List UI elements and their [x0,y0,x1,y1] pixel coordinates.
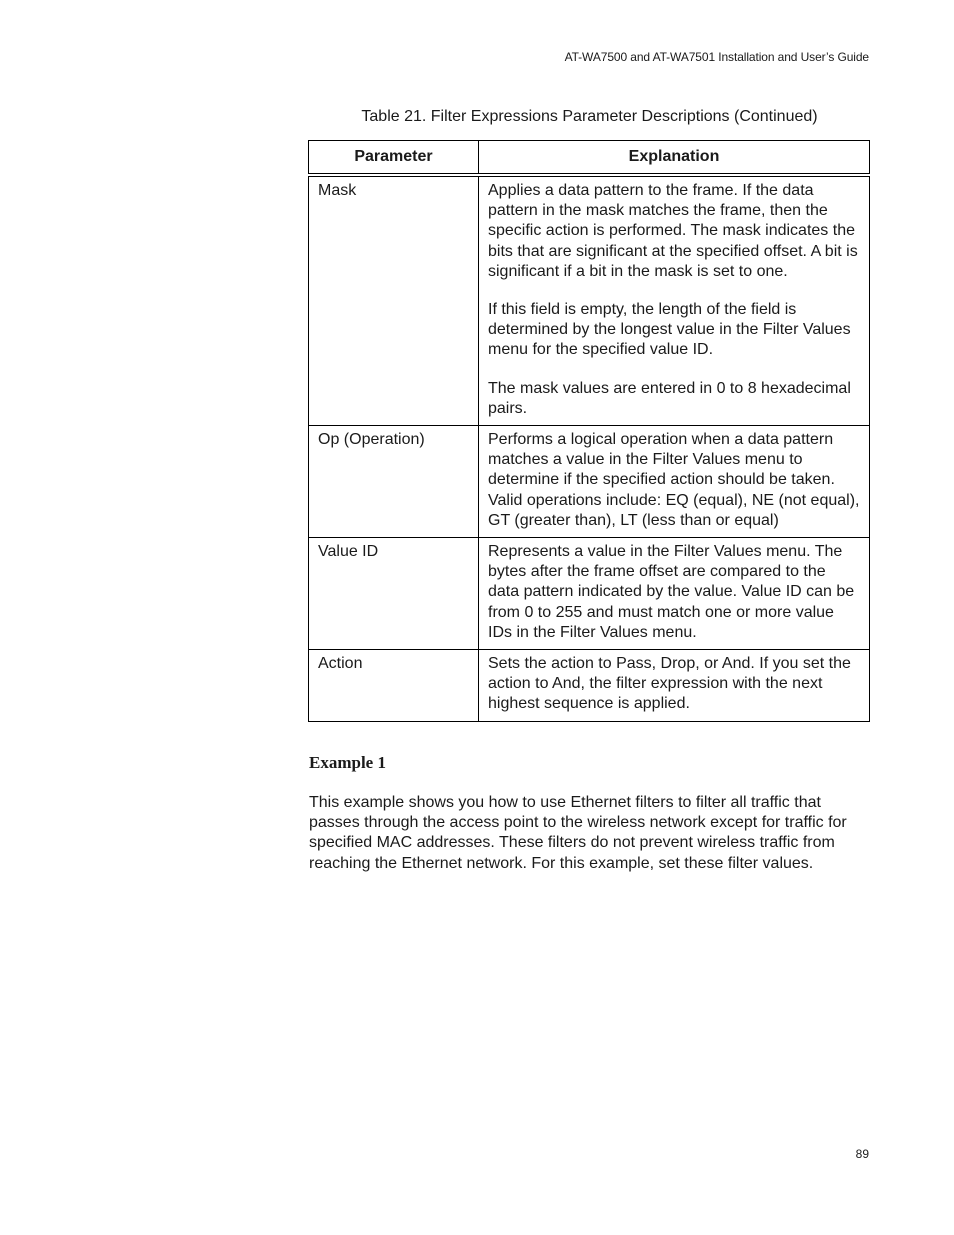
section-heading: Example 1 [309,753,386,772]
column-header-explanation: Explanation [479,141,870,176]
explanation-cell [479,426,870,538]
explanation-paragraph: Applies a data pattern to the frame. If the data pattern in the mask matches the frame, then the specific action is performed. The mask indicates the bits that are significant at the specified offset. A bit is significant if a bit in the mask is set to one. [488,182,858,280]
running-header: AT-WA7500 and AT-WA7501 Installation and User’s Guide [564,50,869,64]
explanation-paragraph: Represents a value in the Filter Values menu. The bytes after the frame offset are compared to the data pattern indicated by the value. Value ID can be from 0 to 255 and must match one or more value IDs in the Filter Values menu. [488,543,855,641]
explanation-cell [479,175,870,426]
table-row-value-id [309,538,870,650]
table-header-row [309,141,870,176]
explanation-cell [479,650,870,722]
explanation-paragraph: Performs a logical operation when a data pattern matches a value in the Filter Values menu to determine if the specified action should be taken. Valid operations include: EQ (equal), NE (not equal), GT (greater than), LT (less than or equal) [488,431,860,529]
explanation-paragraph: If this field is empty, the length of the field is determined by the longest value in the Filter Values menu for the specified value ID. [488,301,851,359]
parameter-cell: Op (Operation) [309,426,479,538]
parameter-cell: Action [309,650,479,722]
explanation-cell [479,538,870,650]
page-number: 89 [855,1147,869,1161]
table-row-op [309,426,870,538]
body-paragraph: This example shows you how to use Ethernet filters to filter all traffic that passes through the access point to the wireless network except for traffic for specified MAC addresses. These filters do not prevent wireless traffic from reaching the Ethernet network. For this example, set these filter values. [309,794,847,872]
table-caption: Table 21. Filter Expressions Parameter Descriptions (Continued) [361,108,818,125]
parameter-cell: Mask [309,175,479,426]
parameter-cell: Value ID [309,538,479,650]
explanation-paragraph: Sets the action to Pass, Drop, or And. If you set the action to And, the filter expression with the next highest sequence is applied. [488,655,851,713]
explanation-paragraph: The mask values are entered in 0 to 8 hexadecimal pairs. [488,379,851,417]
table-row-action [309,650,870,722]
table-row-mask [309,175,870,426]
column-header-parameter: Parameter [309,141,479,176]
filter-expressions-table [308,140,870,722]
